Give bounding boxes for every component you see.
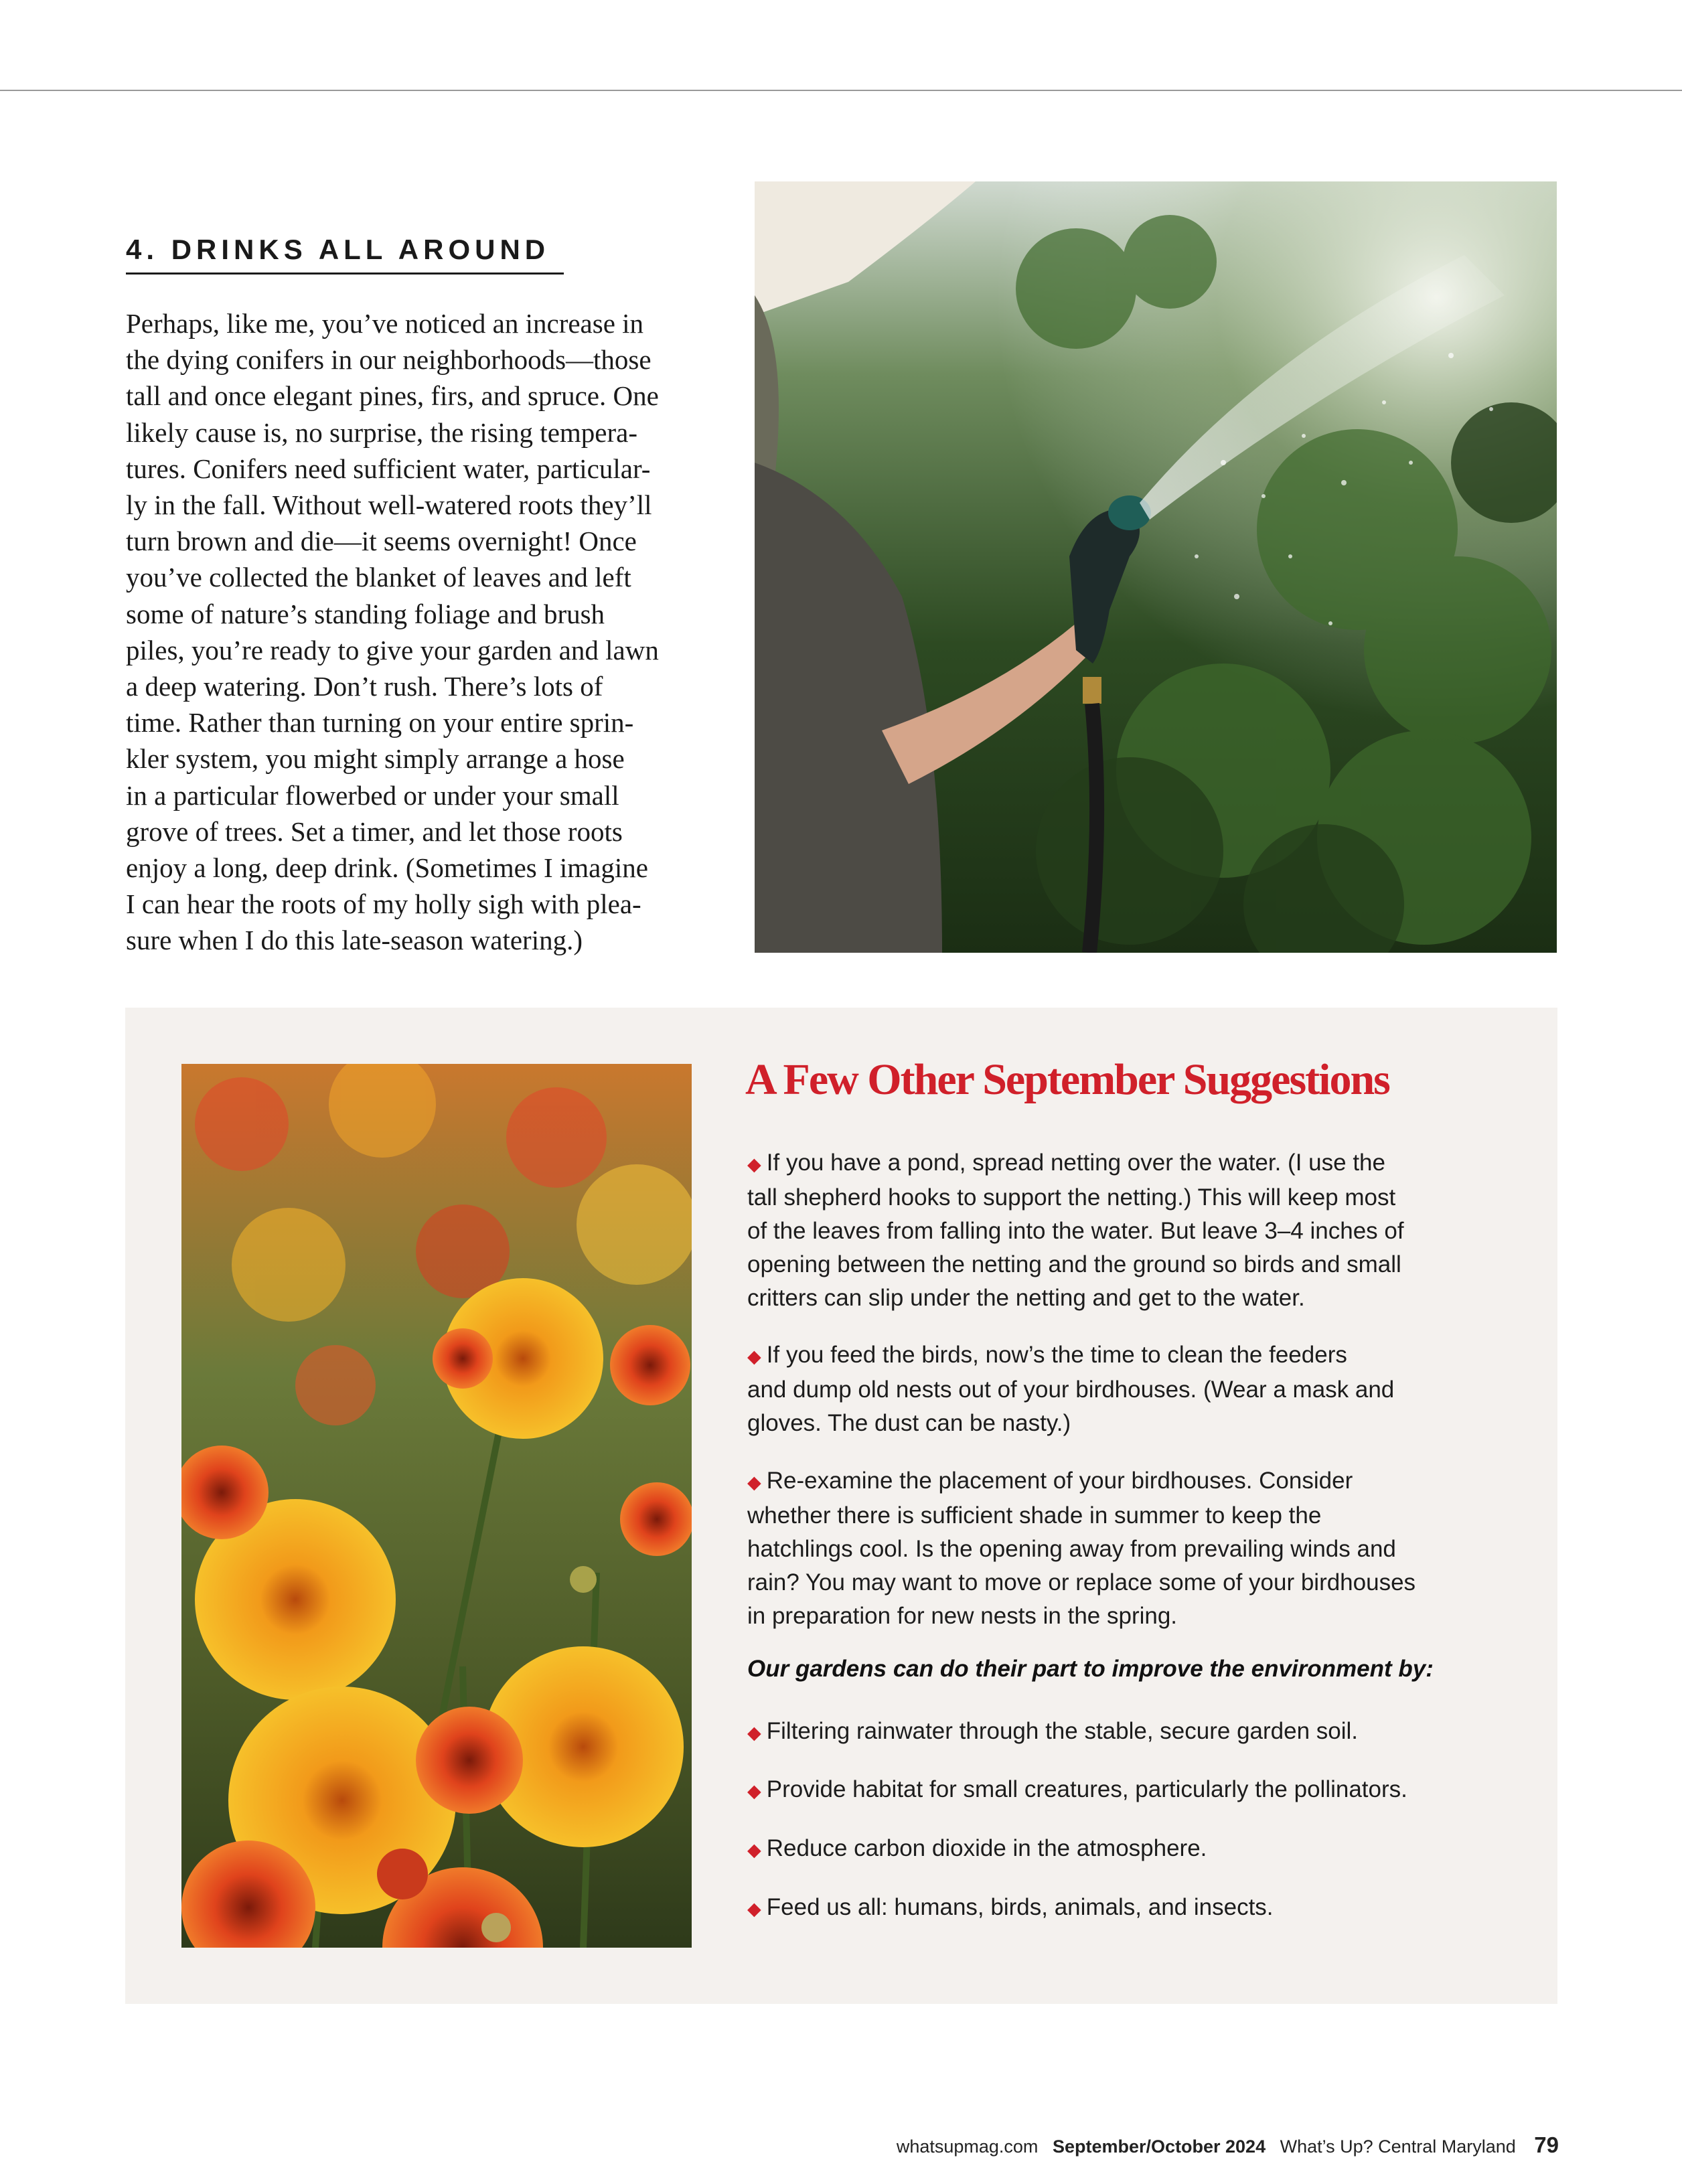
top-rule — [0, 90, 1682, 91]
section-heading: 4. DRINKS ALL AROUND — [126, 234, 550, 265]
tip-line: and dump old nests out of your birdhouses. (Wear a mask and — [747, 1377, 1395, 1403]
tip-line: gloves. The dust can be nasty.) — [747, 1410, 1071, 1436]
tip-birdhouses — [747, 1464, 1517, 1633]
tip-line: ◆ If you feed the birds, now’s the time to clean the feeders — [747, 1342, 1347, 1368]
footer-issue: September/October 2024 — [1052, 2136, 1266, 2157]
tip-line: opening between the netting and the ground so birds and small — [747, 1251, 1401, 1277]
body-line: time. Rather than turning on your entire sprin- — [126, 707, 634, 738]
sidebar-title: A Few Other September Suggestions — [745, 1055, 1389, 1104]
tip-line: whether there is sufficient shade in summer to keep the — [747, 1502, 1322, 1529]
tip-birds — [747, 1338, 1517, 1440]
body-line: sure when I do this late-season watering.) — [126, 925, 583, 956]
body-line: ly in the fall. Without well-watered roots they’ll — [126, 489, 652, 521]
diamond-bullet-icon: ◆ — [747, 1154, 761, 1174]
diamond-bullet-icon: ◆ — [747, 1723, 761, 1743]
body-line: enjoy a long, deep drink. (Sometimes I imagine — [126, 852, 648, 884]
body-line: you’ve collected the blanket of leaves and left — [126, 562, 631, 593]
hose-watering-photo — [755, 181, 1557, 953]
benefit-item: ◆ Provide habitat for small creatures, particularly the pollinators. — [747, 1776, 1407, 1802]
benefit-item: ◆ Feed us all: humans, birds, animals, and insects. — [747, 1894, 1274, 1920]
tip-line: in preparation for new nests in the spring. — [747, 1603, 1178, 1629]
body-line: grove of trees. Set a timer, and let those roots — [126, 815, 623, 847]
body-line: some of nature’s standing foliage and brush — [126, 598, 605, 629]
body-line: I can hear the roots of my holly sigh with plea- — [126, 888, 641, 920]
body-line: in a particular flowerbed or under your small — [126, 779, 619, 811]
chrysanthemum-photo — [181, 1064, 692, 1948]
benefit-item: ◆ Filtering rainwater through the stable, secure garden soil. — [747, 1718, 1359, 1744]
benefits-lead: Our gardens can do their part to improve the environment by: — [747, 1656, 1434, 1682]
tip-pond — [747, 1146, 1517, 1315]
tip-line: of the leaves from falling into the water. But leave 3–4 inches of — [747, 1218, 1404, 1244]
body-line: turn brown and die—it seems overnight! Once — [126, 526, 637, 557]
diamond-bullet-icon: ◆ — [747, 1840, 761, 1860]
page-footer — [897, 2132, 1559, 2158]
diamond-bullet-icon: ◆ — [747, 1472, 761, 1492]
diamond-bullet-icon: ◆ — [747, 1346, 761, 1367]
body-line: the dying conifers in our neighborhoods—those — [126, 344, 652, 376]
footer-publication: What’s Up? Central Maryland — [1280, 2136, 1516, 2157]
body-line: tall and once elegant pines, firs, and spruce. One — [126, 380, 659, 412]
tip-line: ◆ If you have a pond, spread netting over the water. (I use the — [747, 1150, 1385, 1176]
tip-line: hatchlings cool. Is the opening away from prevailing winds and — [747, 1536, 1396, 1562]
body-line: likely cause is, no surprise, the rising tempera- — [126, 416, 637, 448]
footer-site: whatsupmag.com — [896, 2136, 1039, 2157]
body-line: tures. Conifers need sufficient water, particular- — [126, 453, 651, 484]
tip-line: critters can slip under the netting and get to the water. — [747, 1285, 1305, 1311]
diamond-bullet-icon: ◆ — [747, 1899, 761, 1919]
diamond-bullet-icon: ◆ — [747, 1781, 761, 1801]
page-number: 79 — [1534, 2132, 1559, 2157]
body-line: Perhaps, like me, you’ve noticed an increase in — [126, 308, 644, 339]
tip-line: tall shepherd hooks to support the netting.) This will keep most — [747, 1184, 1396, 1211]
article-body — [126, 305, 729, 959]
tip-line: rain? You may want to move or replace some of your birdhouses — [747, 1569, 1416, 1595]
section-heading-underline — [126, 272, 564, 275]
body-line: piles, you’re ready to give your garden and lawn — [126, 634, 659, 666]
tip-line: ◆ Re-examine the placement of your birdhouses. Consider — [747, 1468, 1353, 1494]
body-line: kler system, you might simply arrange a hose — [126, 743, 625, 775]
benefit-item: ◆ Reduce carbon dioxide in the atmosphere. — [747, 1835, 1207, 1861]
body-line: a deep watering. Don’t rush. There’s lots of — [126, 671, 603, 702]
